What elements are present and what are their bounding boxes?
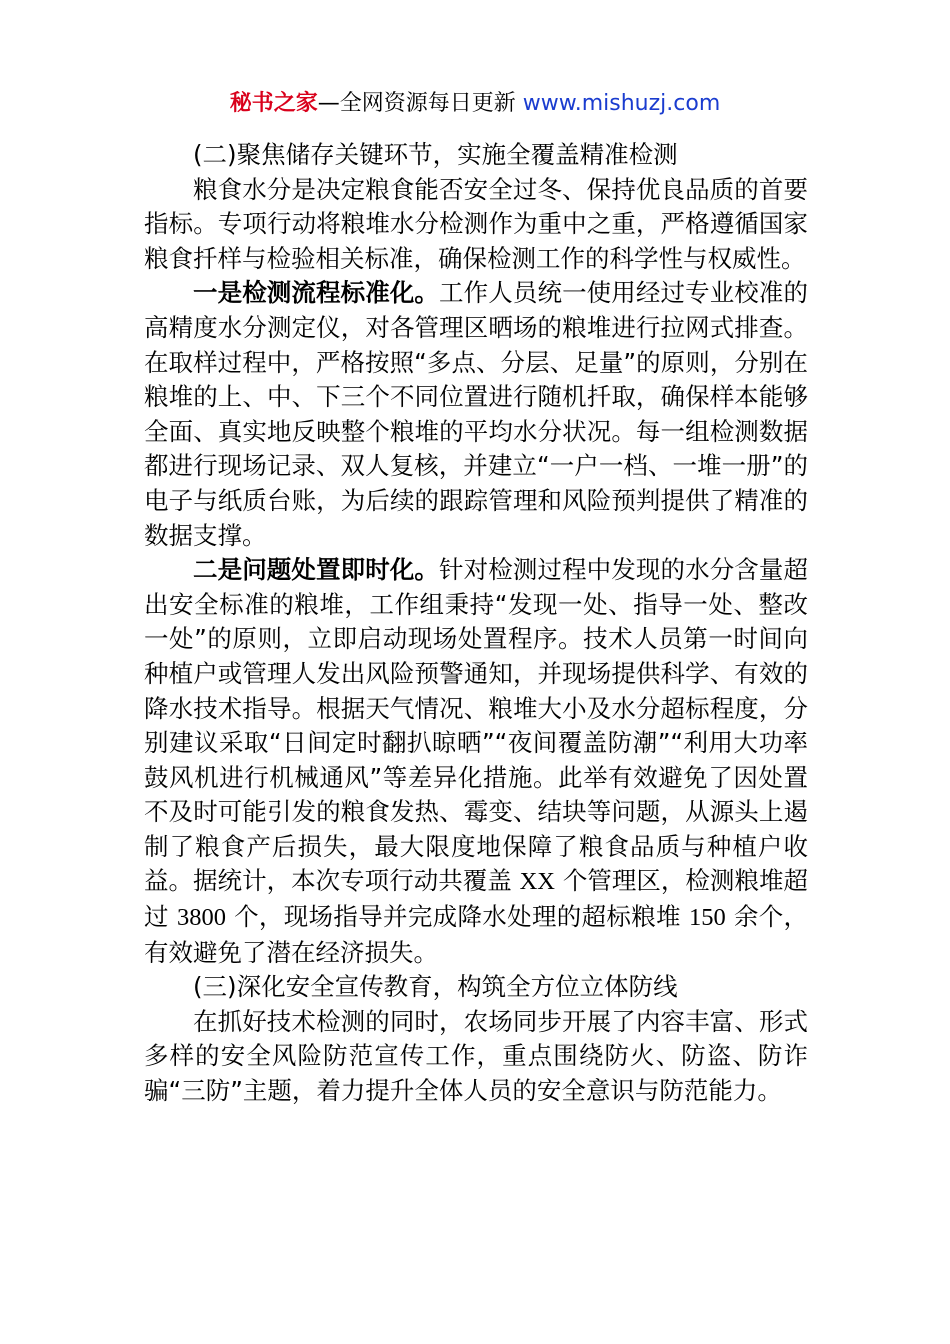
site-header: [0, 88, 950, 120]
site-url-link[interactable]: www.mishuzj.com: [522, 91, 721, 116]
point-2-lead: 二是问题处置即时化。: [193, 555, 440, 585]
point-2-body-a: 针对检测过程中发现的水分含量超出安全标准的粮堆，工作组秉持“发现一处、指导一处、整改一处”的原则，立即启动现场处置程序。技术人员第一时间向种植户或管理人发出风险预警通知，并现场提供科学、有效的降水技术指导。根据天气情况、粮堆大小及水分超标程度，分别建议采取“日间定时翻扒晾晒”“夜间覆盖防潮”“利用大功率鼓风机进行机械通风”等差异化措施。此举有效避免了因处置不及时可能引发的粮食发热、霉变、结块等问题，从源头上遏制了粮食产后损失，最大限度地保障了粮食品质与种植户收益。据统计，本次专项行动共覆盖: [144, 555, 809, 896]
section-3-heading: (三)深化安全宣传教育，构筑全方位立体防线: [193, 972, 678, 1002]
section-3-intro: 在抓好技术检测的同时，农场同步开展了内容丰富、形式多样的安全风险防范宣传工作，重点围绕防火、防盗、防诈骗“三防”主题，着力提升全体人员的安全意识与防范能力。: [144, 1006, 808, 1106]
section-2-heading: (二)聚焦储存关键环节，实施全覆盖精准检测: [193, 140, 678, 169]
point-1-paragraph: [144, 276, 808, 553]
point-2-paragraph: [144, 553, 808, 970]
document-body: [144, 138, 808, 1109]
point-2-body-b: 个管理区，检测粮堆超过: [144, 866, 808, 932]
section-2-intro: 粮食水分是决定粮食能否安全过冬、保持优良品质的首要指标。专项行动将粮堆水分检测作为重中之重，严格遵循国家粮食扦样与检验相关标准，确保检测工作的科学性与权威性。: [144, 174, 808, 273]
zones-count: XX: [519, 868, 555, 896]
site-tagline: —全网资源每日更新: [317, 91, 523, 116]
treated-count: 150: [689, 904, 726, 932]
point-2-body-c: 个，现场指导并完成降水处理的超标粮堆: [234, 902, 681, 932]
point-2-body-d: 余个，有效避免了潜在经济损失。: [144, 902, 809, 967]
piles-count: 3800: [176, 904, 226, 932]
point-1-lead: 一是检测流程标准化。: [193, 278, 440, 308]
site-brand: 秘书之家: [229, 91, 318, 116]
point-1-body: 工作人员统一使用经过专业校准的高精度水分测定仪，对各管理区晒场的粮堆进行拉网式排查。在取样过程中，严格按照“多点、分层、足量”的原则，分别在粮堆的上、中、下三个不同位置进行随机扦取，确保样本能够全面、真实地反映整个粮堆的平均水分状况。每一组检测数据都进行现场记录、双人复核，并建立“一户一档、一堆一册”的电子与纸质台账，为后续的跟踪管理和风险预判提供了精准的数据支撑。: [144, 278, 809, 550]
